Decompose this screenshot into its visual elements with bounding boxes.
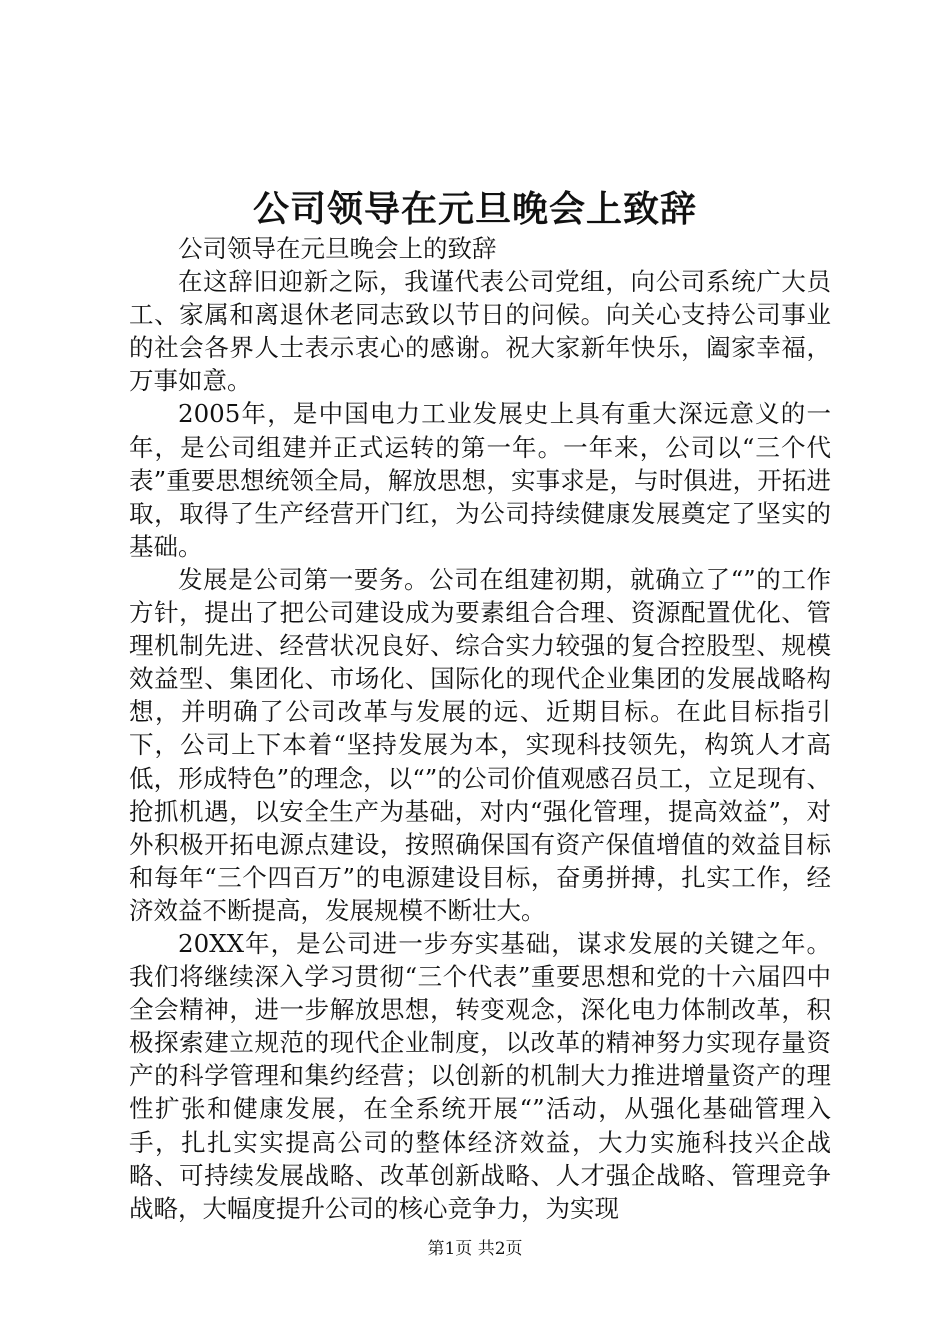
paragraph-2005: 2005年，是中国电力工业发展史上具有重大深远意义的一年，是公司组建并正式运转的第一年。一年来，公司以“三个代表”重要思想统领全局，解放思想，实事求是，与时俱进，开拓进取，取得了生产经营开门红，为公司持续健康发展奠定了坚实的基础。 (129, 399, 831, 561)
paragraph-greeting: 在这辞旧迎新之际，我谨代表公司党组，向公司系统广大员工、家属和离退休老同志致以节日的问候。向关心支持公司事业的社会各界人士表示衷心的感谢。祝大家新年快乐，阖家幸福，万事如意。 (129, 267, 831, 396)
paragraph-development: 发展是公司第一要务。公司在组建初期，就确立了“”的工作方针，提出了把公司建设成为要素组合合理、资源配置优化、管理机制先进、经营状况良好、综合实力较强的复合控股型、规模效益型、集团化、市场化、国际化的现代企业集团的发展战略构想，并明确了公司改革与发展的远、近期目标。在此目标指引下，公司上下本着“坚持发展为本，实现科技领先，构筑人才高低，形成特色”的理念，以“”的公司价值观感召员工，立足现有、抢抓机遇，以安全生产为基础，对内“强化管理，提高效益”，对外积极开拓电源点建设，按照确保国有资产保值增值的效益目标和每年“三个四百万”的电源建设目标，奋勇拼搏，扎实工作，经济效益不断提高，发展规模不断壮大。 (129, 564, 831, 925)
paragraph-20xx: 20XX年，是公司进一步夯实基础，谋求发展的关键之年。我们将继续深入学习贯彻“三个代表”重要思想和党的十六届四中全会精神，进一步解放思想，转变观念，深化电力体制改革，积极探索建立规范的现代企业制度，以改革的精神努力实现存量资产的科学管理和集约经营；以创新的机制大力推进增量资产的理性扩张和健康发展，在全系统开展“”活动，从强化基础管理入手，扎扎实实提高公司的整体经济效益，大力实施科技兴企战略、可持续发展战略、改革创新战略、人才强企战略、管理竞争战略，大幅度提升公司的核心竞争力，为实现 (129, 928, 831, 1223)
subtitle-paragraph: 公司领导在元旦晚会上的致辞 (178, 234, 497, 263)
document-body (129, 232, 831, 1225)
page-title: 公司领导在元旦晚会上致辞 (252, 188, 697, 230)
page-number-footer: 第1页 共2页 (427, 1239, 523, 1259)
